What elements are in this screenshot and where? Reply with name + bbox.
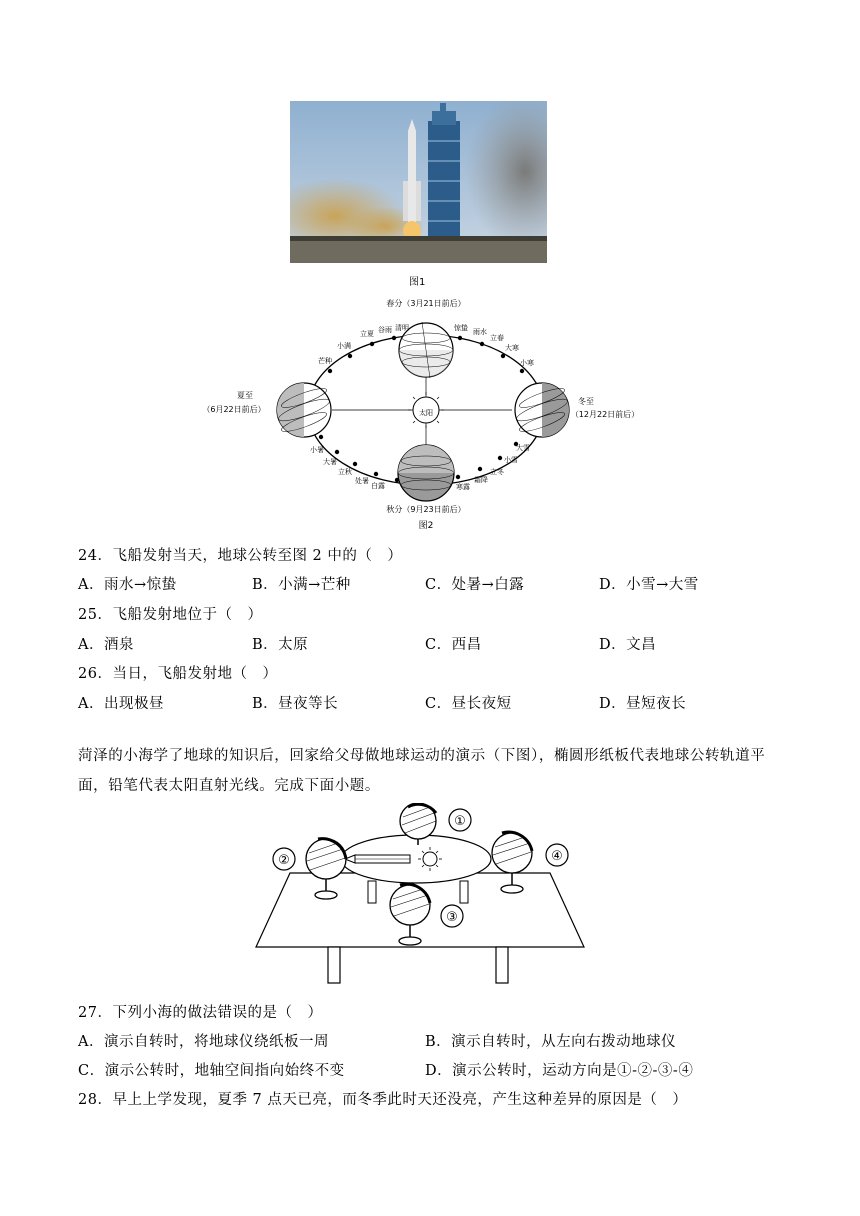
marker-4: ④ (551, 849, 563, 864)
spring-label: 春分（3月21日前后） (386, 299, 466, 308)
sun-label: 太阳 (419, 409, 433, 417)
autumn-label: 秋分（9月23日前后） (386, 505, 466, 514)
term-xiaoxue: 小雪 (504, 456, 518, 464)
q24-option-d[interactable]: D．小雪→大雪 (599, 577, 699, 593)
orbit-diagram-svg (190, 292, 650, 532)
globe-winter-icon (515, 383, 570, 437)
term-guyu: 谷雨 (378, 326, 392, 334)
winter-date: （12月22日前后） (570, 410, 640, 419)
term-chushu: 处暑 (355, 477, 369, 485)
term-hanlu: 寒露 (456, 483, 470, 491)
globe-autumn-icon (398, 445, 454, 501)
term-dahan: 大寒 (505, 344, 519, 352)
term-mangzhong: 芒种 (318, 357, 332, 365)
orbit-diagram (190, 292, 650, 532)
marker-3: ③ (446, 910, 458, 925)
term-bailu: 白露 (371, 482, 385, 490)
globe-summer-icon (277, 383, 332, 437)
term-lichun: 立春 (490, 334, 504, 342)
term-xiaoman: 小满 (337, 342, 351, 350)
q27-option-b[interactable]: B．演示自转时，从左向右拨动地球仪 (425, 1034, 677, 1050)
q25-option-d[interactable]: D．文昌 (599, 637, 657, 653)
q26-option-a[interactable]: A．出现极昼 (78, 696, 164, 712)
q24-option-c[interactable]: C．处暑→白露 (425, 577, 525, 593)
term-jingzhe: 惊蛰 (454, 324, 468, 332)
term-lidong: 立冬 (490, 468, 504, 476)
term-xiaohan: 小寒 (520, 359, 534, 367)
pencil-icon (345, 855, 410, 863)
question-26-stem: 26．当日，飞船发射地（ ） (78, 666, 278, 682)
marker-2: ② (278, 853, 290, 868)
q25-option-b[interactable]: B．太原 (252, 637, 309, 653)
term-yushui: 雨水 (473, 328, 487, 336)
q27-option-c[interactable]: C．演示公转时，地轴空间指向始终不变 (78, 1063, 345, 1079)
winter-label: 冬至 (578, 397, 594, 406)
figure2-caption: 图2 (418, 521, 434, 531)
q26-option-d[interactable]: D．昼短夜长 (599, 696, 687, 712)
question-27-stem: 27．下列小海的做法错误的是（ ） (78, 1005, 323, 1021)
term-xiaoshu: 小暑 (310, 446, 324, 454)
term-lixia: 立夏 (360, 330, 374, 338)
q24-option-a[interactable]: A．雨水→惊蛰 (78, 577, 177, 593)
term-liqiu: 立秋 (338, 468, 352, 476)
q27-option-d[interactable]: D．演示公转时，运动方向是①-②-③-④ (425, 1063, 694, 1079)
question-28-stem: 28．早上上学发现，夏季 7 点天已亮，而冬季此时天还没亮，产生这种差异的原因是（ ） (78, 1092, 688, 1108)
q25-option-c[interactable]: C．西昌 (425, 637, 482, 653)
question-25-stem: 25．飞船发射地位于（ ） (78, 607, 263, 623)
table-demo-svg (250, 803, 590, 986)
q26-option-c[interactable]: C．昼长夜短 (425, 696, 512, 712)
rocket-launch-image (290, 101, 547, 263)
term-shuangjiang: 霜降 (474, 476, 488, 484)
term-dashu: 大暑 (323, 458, 337, 466)
q25-option-a[interactable]: A．酒泉 (78, 637, 134, 653)
summer-date: （6月22日前后） (202, 405, 266, 414)
marker-1: ① (454, 814, 466, 829)
term-daxue: 大雪 (516, 444, 530, 452)
q26-option-b[interactable]: B．昼夜等长 (252, 696, 339, 712)
q24-option-b[interactable]: B．小满→芒种 (252, 577, 351, 593)
q27-option-a[interactable]: A．演示自转时，将地球仪绕纸板一周 (78, 1034, 329, 1050)
figure1-caption: 图1 (409, 277, 426, 288)
term-qingming: 清明 (395, 324, 409, 332)
table-demo-figure (250, 803, 590, 986)
question-24-stem: 24．飞船发射当天，地球公转至图 2 中的（ ） (78, 548, 403, 564)
passage-text: 菏泽的小海学了地球的知识后，回家给父母做地球运动的演示（下图），椭圆形纸板代表地球公转轨道平面，铅笔代表太阳直射光线。完成下面小题。 (78, 748, 766, 794)
summer-label: 夏至 (237, 391, 253, 400)
launch-photo (290, 101, 547, 263)
